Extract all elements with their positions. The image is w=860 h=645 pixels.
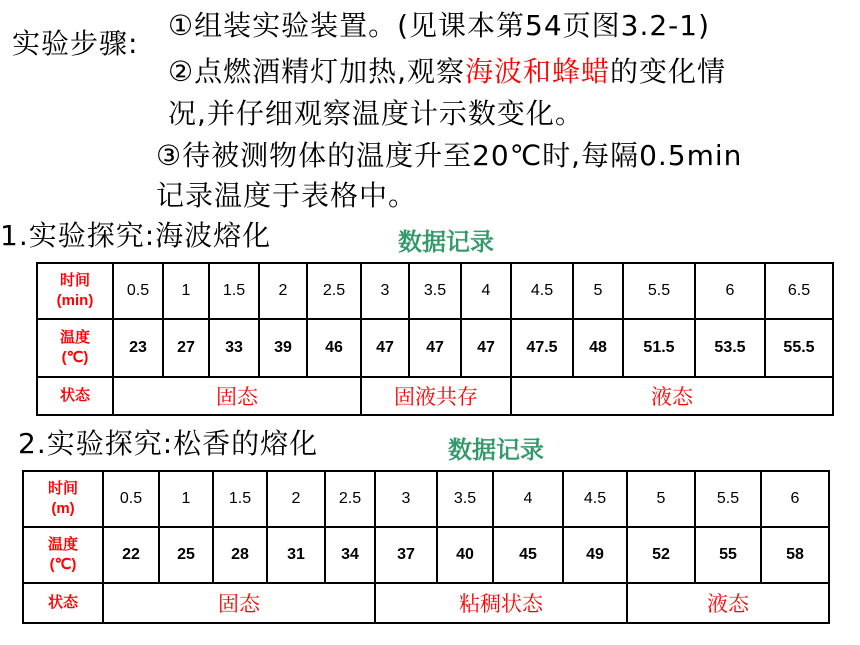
temperature-header: 温度 (℃) — [23, 527, 103, 583]
step-1: ①组装实验装置。(见课本第54页图3.2-1) — [168, 9, 711, 42]
time-cell: 2 — [259, 263, 307, 319]
state-solid: 固态 — [113, 377, 361, 415]
time-header: 时间 (min) — [37, 263, 113, 319]
time-cell: 0.5 — [113, 263, 163, 319]
time-cell: 4 — [461, 263, 511, 319]
state-solid: 固态 — [103, 583, 375, 623]
time-cell: 1 — [163, 263, 209, 319]
temperature-cell: 33 — [209, 319, 259, 377]
time-cell: 1.5 — [213, 471, 267, 527]
temperature-cell: 51.5 — [623, 319, 695, 377]
steps-label: 实验步骤: — [12, 27, 139, 60]
melting-table-1 — [36, 262, 834, 416]
state-solid-liquid: 固液共存 — [361, 377, 511, 415]
temperature-cell: 58 — [761, 527, 829, 583]
state-liquid: 液态 — [511, 377, 833, 415]
time-cell: 5.5 — [695, 471, 761, 527]
time-cell: 2.5 — [307, 263, 361, 319]
time-header: 时间 (m) — [23, 471, 103, 527]
temperature-cell: 45 — [493, 527, 563, 583]
step-2-line-2: 况,并仔细观察温度计示数变化。 — [168, 97, 584, 130]
temperature-cell: 39 — [259, 319, 307, 377]
state-header: 状态 — [37, 377, 113, 415]
temperature-row — [37, 319, 833, 377]
temperature-cell: 47.5 — [511, 319, 573, 377]
temperature-cell: 47 — [409, 319, 461, 377]
time-cell: 5 — [573, 263, 623, 319]
time-row — [37, 263, 833, 319]
time-cell: 0.5 — [103, 471, 159, 527]
temperature-cell: 49 — [563, 527, 627, 583]
temperature-cell: 23 — [113, 319, 163, 377]
step-2-highlight: 海波和蜂蜡 — [465, 55, 611, 88]
temperature-cell: 28 — [213, 527, 267, 583]
temperature-cell: 46 — [307, 319, 361, 377]
time-cell: 6 — [761, 471, 829, 527]
temperature-header: 温度 (℃) — [37, 319, 113, 377]
temperature-cell: 55 — [695, 527, 761, 583]
section-1-title: 1.实验探究:海波熔化 — [0, 219, 272, 252]
state-row — [37, 377, 833, 415]
temperature-cell: 37 — [375, 527, 437, 583]
temperature-cell: 47 — [361, 319, 409, 377]
step-2-suffix: 的变化情 — [610, 55, 727, 88]
time-cell: 1.5 — [209, 263, 259, 319]
time-cell: 3 — [361, 263, 409, 319]
time-cell: 6.5 — [765, 263, 833, 319]
time-cell: 3.5 — [409, 263, 461, 319]
time-row — [23, 471, 829, 527]
section-2-title: 2.实验探究:松香的熔化 — [18, 427, 319, 460]
time-cell: 4.5 — [563, 471, 627, 527]
time-cell: 2 — [267, 471, 325, 527]
section-1-record-label: 数据记录 — [398, 228, 494, 256]
state-liquid: 液态 — [627, 583, 829, 623]
temperature-cell: 25 — [159, 527, 213, 583]
melting-table-2 — [22, 470, 830, 624]
temperature-cell: 48 — [573, 319, 623, 377]
temperature-cell: 31 — [267, 527, 325, 583]
temperature-cell: 34 — [325, 527, 375, 583]
temperature-cell: 52 — [627, 527, 695, 583]
section-2-record-label: 数据记录 — [448, 436, 544, 464]
time-cell: 4 — [493, 471, 563, 527]
step-2-prefix: ②点燃酒精灯加热,观察 — [168, 55, 466, 88]
time-cell: 5 — [627, 471, 695, 527]
time-cell: 2.5 — [325, 471, 375, 527]
temperature-cell: 55.5 — [765, 319, 833, 377]
temperature-row — [23, 527, 829, 583]
temperature-cell: 40 — [437, 527, 493, 583]
temperature-cell: 47 — [461, 319, 511, 377]
state-viscous: 粘稠状态 — [375, 583, 627, 623]
temperature-cell: 22 — [103, 527, 159, 583]
step-2-line-1 — [168, 50, 726, 90]
step-3-line-1: ③待被测物体的温度升至20℃时,每隔0.5min — [156, 139, 743, 172]
temperature-cell: 53.5 — [695, 319, 765, 377]
time-cell: 6 — [695, 263, 765, 319]
state-header: 状态 — [23, 583, 103, 623]
step-3-line-2: 记录温度于表格中。 — [156, 179, 418, 212]
time-cell: 5.5 — [623, 263, 695, 319]
temperature-cell: 27 — [163, 319, 209, 377]
time-cell: 3 — [375, 471, 437, 527]
state-row — [23, 583, 829, 623]
time-cell: 3.5 — [437, 471, 493, 527]
time-cell: 1 — [159, 471, 213, 527]
time-cell: 4.5 — [511, 263, 573, 319]
